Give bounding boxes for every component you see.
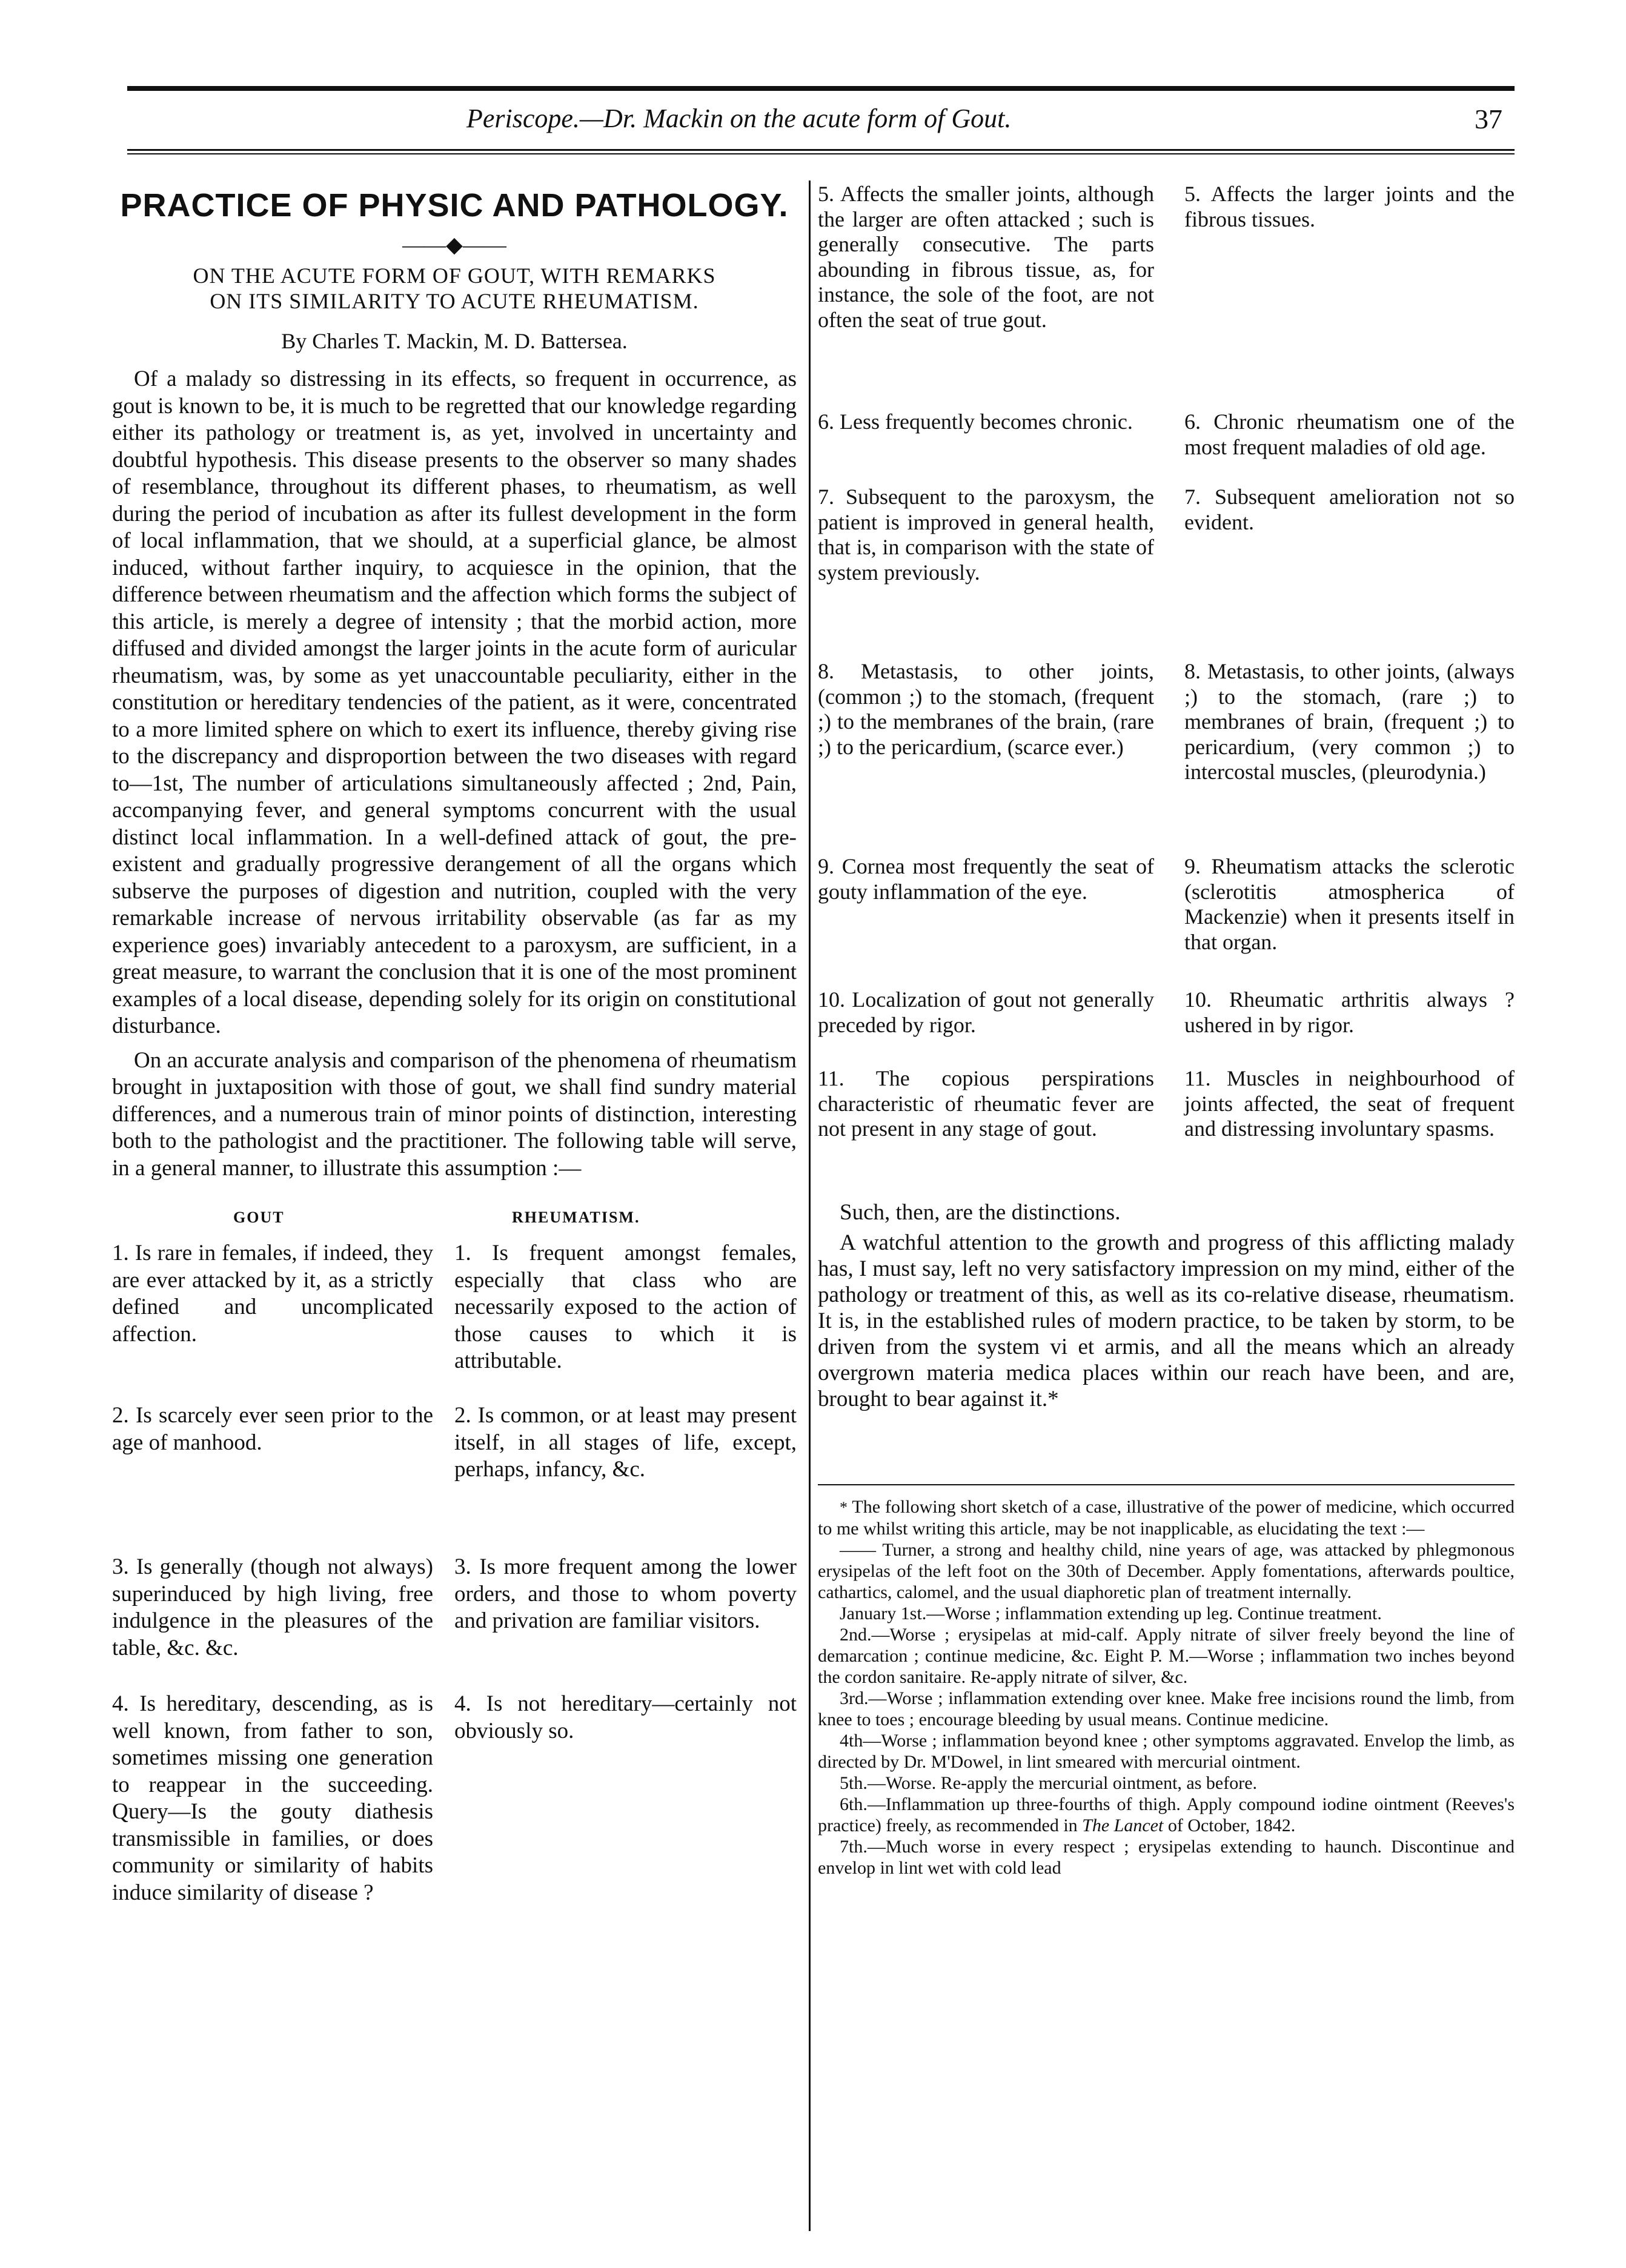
footnote-mark: *: [840, 1499, 848, 1516]
rheumatism-entry: 10. Rheumatic arthritis always ? ushered in by rigor.: [1184, 987, 1515, 1037]
paragraph-comparison: On an accurate analysis and comparison of the phenomena of rheumatism brought in juxtaposition with those of gout, we shall find sundry material differences, and a numerous train of minor points of distinction, interesting both to the pathologist and the practitioner. The following table will serve, in a general manner, to illustrate this assumption :—: [112, 1047, 797, 1181]
footnote: [818, 1496, 1515, 1878]
paragraph-intro: Of a malady so distressing in its effects, so frequent in occurrence, as gout is known to be, it is much to be regretted that our knowledge regarding either its pathology or treatment is, as yet, involved in uncertainty and doubtful hypothesis. This disease presents to the observer so many shades of resemblance, throughout its different phases, to rheumatism, as well during the period of incubation as after its fullest development in the form of local inflammation, that we should, at a superficial glance, be almost induced, without farther inquiry, to acquiesce in the opinion, that the difference between rheumatism and the affection which forms the subject of this article, is merely a degree of intensity ; that the morbid action, more diffused and divided amongst the larger joints in the acute form of auricular rheumatism, was, by some as yet unaccountable peculiarity, either in the constitution or hereditary tendencies of the patient, as it were, concentrated to a more limited sphere on which to exert its influence, thereby giving rise to the discrepancy and disproportion between the two diseases with regard to—1st, The number of articulations simultaneously affected ; 2nd, Pain, accompanying fever, and general symptoms concurrent with the usual distinct local inflammation. In a well-defined attack of gout, the pre-existent and gradually progressive derangement of all the organs which subserve the purposes of digestion and nutrition, coupled with the very remarkable increase of nervous irritability observable (as far as my experience goes) invariably antecedent to a paroxysm, are sufficient, in a great measure, to warrant the conclusion that it is one of the most prominent examples of a local disease, depending solely for its origin on constitutional disturbance.: [112, 366, 797, 1038]
table-row: [112, 1240, 797, 1402]
footnote-day-6-text: 6th.—Inflammation up three-fourths of thigh. Apply compound iodine ointment (Reeves's practice) freely, as recommended in: [818, 1794, 1515, 1835]
page-number: 37: [1475, 104, 1502, 134]
footnote-day-5: 5th.—Worse. Re-apply the mercurial ointment, as before.: [840, 1773, 1258, 1793]
gout-entry: 3. Is generally (though not always) superinduced by high living, free indulgence in the pleasures of the table, &c. &c.: [112, 1554, 433, 1660]
gout-entry: 2. Is scarcely ever seen prior to the age of manhood.: [112, 1403, 433, 1455]
gout-entry: 4. Is hereditary, descending, as is well known, from father to son, sometimes missing one generation to reappear in the succeeding. Query—Is the gouty diathesis transmissible in families, or does community or similarity of habits induce similarity of disease ?: [112, 1691, 433, 1905]
rheumatism-entry: 8. Metastasis, to other joints, (always ;) to the stomach, (rare ;) to membranes of brain, (frequent ;) to pericardium, (very common ;) to intercostal muscles, (pleurodynia.): [1184, 659, 1515, 784]
byline: By Charles T. Mackin, M. D. Battersea.: [281, 329, 628, 353]
table-row: [112, 1691, 797, 1945]
rheumatism-entry: 5. Affects the larger joints and the fibrous tissues.: [1184, 182, 1515, 231]
rheumatism-entry: 11. Muscles in neighbourhood of joints affected, the seat of frequent and distressing involuntary spasms.: [1184, 1066, 1515, 1141]
rheumatism-entry: 1. Is frequent amongst females, especially that class who are necessarily exposed to the action of those causes to which it is attributable.: [454, 1241, 797, 1373]
table-row: [112, 1402, 797, 1554]
gout-entry: 11. The copious perspirations characteristic of rheumatic fever are not present in any stage of gout.: [818, 1066, 1154, 1141]
rheumatism-entry: 6. Chronic rheumatism one of the most frequent maladies of old age.: [1184, 409, 1515, 459]
rheumatism-entry: 9. Rheumatism attacks the sclerotic (sclerotitis atmospherica of Mackenzie) when it presents itself in that organ.: [1184, 854, 1515, 954]
footnote-intro-text: The following short sketch of a case, illustrative of the power of medicine, which occurred to me whilst writing this article, may be not inapplicable, as elucidating the text :—: [818, 1497, 1515, 1539]
left-column: [112, 182, 797, 1945]
gout-entry: 10. Localization of gout not generally preceded by rigor.: [818, 987, 1154, 1037]
rheumatism-entry: 3. Is more frequent among the lower orders, and those to whom poverty and privation are familiar visitors.: [454, 1554, 797, 1633]
table-heading-rheumatism: RHEUMATISM.: [512, 1209, 640, 1226]
footnote-day-6: [818, 1794, 1515, 1836]
footnote-day-jan1: January 1st.—Worse ; inflammation extending up leg. Continue treatment.: [840, 1603, 1382, 1623]
table-headings: [112, 1209, 797, 1240]
footnote-case: —— Turner, a strong and healthy child, nine years of age, was attacked by phlegmonous erysipelas of the left foot on the 30th of December. Apply fomentations, afterwards poultice, cathartics, calomel, and the usual diaphoretic plan of treatment internally.: [818, 1540, 1515, 1602]
rheumatism-entry: 2. Is common, or at least may present itself, in all stages of life, except, perhaps, infancy, &c.: [454, 1403, 797, 1482]
footnote-day-6-date: of October, 1842.: [1167, 1815, 1296, 1835]
gout-entry: 1. Is rare in females, if indeed, they are ever attacked by it, as a strictly defined and uncomplicated affection.: [112, 1241, 433, 1347]
footnote-day-4: 4th—Worse ; inflammation beyond knee ; other symptoms aggravated. Envelop the limb, as directed by Dr. M'Dowel, in lint smeared with mercurial ointment.: [818, 1731, 1515, 1772]
ornament-divider: ——◆——: [402, 233, 506, 257]
head-rule-thin: [127, 153, 1515, 154]
section-title: PRACTICE OF PHYSIC AND PATHOLOGY.: [120, 187, 789, 224]
footnote-day-3: 3rd.—Worse ; inflammation extending over knee. Make free incisions round the limb, from knee to toes ; encourage bleeding by usual means. Continue medicine.: [818, 1688, 1515, 1729]
paragraph-attention: [818, 1230, 1515, 1412]
article-title-line-2: ON ITS SIMILARITY TO ACUTE RHEUMATISM.: [210, 289, 699, 313]
column-divider: [809, 181, 811, 2231]
paragraph-distinctions: Such, then, are the distinctions.: [840, 1200, 1121, 1225]
paragraph-attention-text: A watchful attention to the growth and progress of this afflicting malady has, I must say, left no very satisfactory impression on my mind, either of the pathology or treatment of this, as well as its co-relative disease, rheumatism. It is, in the established rules of modern practice, to be taken by storm, to be driven from the system vi et armis, and all the means which an already overgrown materia medica places within our reach have been, and are, brought to bear against it.*: [818, 1230, 1515, 1411]
head-rule: [127, 149, 1515, 151]
article-title-line-1: ON THE ACUTE FORM OF GOUT, WITH REMARKS: [193, 264, 716, 288]
table-row: [112, 1554, 797, 1691]
footnote-day-7: 7th.—Much worse in every respect ; erysipelas extending to haunch. Discontinue and envelop in lint wet with cold lead: [818, 1837, 1515, 1878]
running-head: [127, 103, 1515, 145]
running-title: Periscope.—Dr. Mackin on the acute form of Gout.: [466, 104, 1012, 133]
footnote-rule: [818, 1484, 1515, 1485]
gout-entry: 8. Metastasis, to other joints, (common ;) to the stomach, (frequent ;) to the membranes of the brain, (rare ;) to the pericardium, (scarce ever.): [818, 659, 1154, 759]
gout-entry: 5. Affects the smaller joints, although the larger are often attacked ; such is generally consecutive. The parts abounding in fibrous tissue, as, for instance, the sole of the foot, are not often the seat of true gout.: [818, 182, 1154, 332]
top-rule: [127, 86, 1515, 91]
rheumatism-entry: 7. Subsequent amelioration not so evident.: [1184, 485, 1515, 534]
gout-entry: 7. Subsequent to the paroxysm, the patient is improved in general health, that is, in comparison with the state of system previously.: [818, 485, 1154, 585]
gout-entry: 9. Cornea most frequently the seat of gouty inflammation of the eye.: [818, 854, 1154, 904]
footnote-day-2: 2nd.—Worse ; erysipelas at mid-calf. Apply nitrate of silver freely beyond the line of demarcation ; continue medicine, &c. Eight P. M.—Worse ; inflammation two inches beyond the cordon sanitaire. Re-apply nitrate of silver, &c.: [818, 1625, 1515, 1687]
rheumatism-entry: 4. Is not hereditary—certainly not obviously so.: [454, 1691, 797, 1743]
table-heading-gout: GOUT: [233, 1209, 285, 1226]
gout-entry: 6. Less frequently becomes chronic.: [818, 409, 1133, 434]
footnote-intro: [818, 1496, 1515, 1539]
journal-title: The Lancet: [1082, 1815, 1164, 1835]
